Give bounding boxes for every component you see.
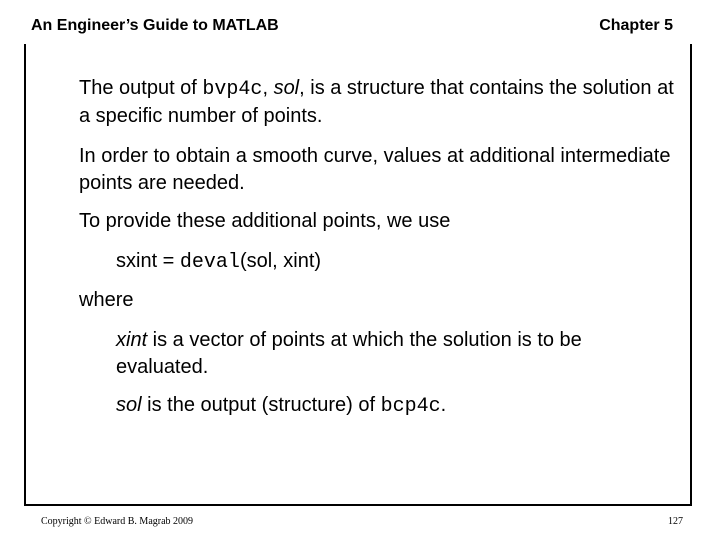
text-segment: is the output (structure) of: [141, 394, 381, 416]
copyright-notice: Copyright © Edward B. Magrab 2009: [41, 516, 194, 527]
page-number: 127: [668, 516, 683, 527]
code-bvp4c: bvp4c: [202, 78, 263, 101]
document-title: An Engineer’s Guide to MATLAB: [31, 17, 279, 34]
text-segment: , is a structure that contains the solution at a specific number of points.: [79, 77, 674, 127]
code-deval: deval: [179, 251, 240, 274]
formula-args: (sol, xint): [239, 250, 322, 272]
text-segment: The output of: [79, 77, 203, 99]
italic-sol: sol: [116, 394, 142, 416]
paragraph-provide: To provide these additional points, we use: [79, 210, 451, 232]
text-segment: is a vector of points at which the solution is to be evaluated.: [116, 329, 582, 378]
where-label: where: [79, 289, 134, 311]
formula-lhs: sxint =: [116, 250, 180, 272]
italic-xint: xint: [116, 329, 148, 351]
text-segment: ,: [262, 77, 274, 99]
text-segment: .: [440, 394, 447, 416]
paragraph-smooth-curve: In order to obtain a smooth curve, values at additional intermediate points are needed.: [79, 145, 671, 194]
item-sol: [116, 392, 676, 420]
paragraph-output: [79, 75, 679, 130]
italic-sol: sol: [273, 77, 300, 99]
item-xint: [116, 327, 676, 381]
formula-line: [116, 248, 676, 276]
code-bcp4c: bcp4c: [380, 395, 441, 418]
chapter-label: Chapter 5: [599, 17, 673, 34]
